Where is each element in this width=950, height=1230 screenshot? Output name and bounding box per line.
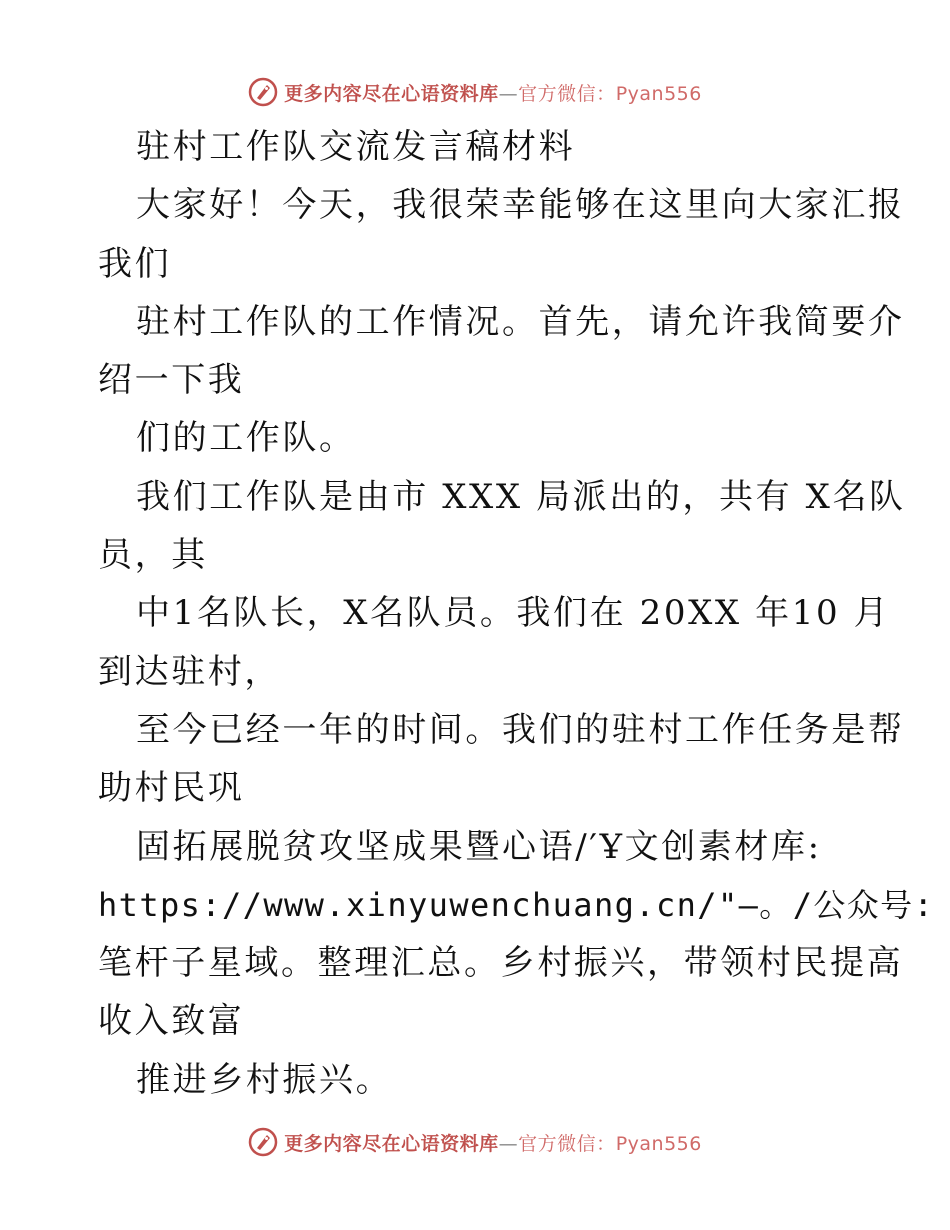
watermark-account: Pyan556 bbox=[615, 1132, 702, 1155]
document-body bbox=[98, 118, 935, 1109]
paragraph-line: 员，其 bbox=[98, 535, 208, 576]
watermark-text: 更多内容尽在心语资料库 bbox=[284, 82, 499, 105]
watermark-account-prefix: 官方微信： bbox=[518, 1132, 616, 1155]
paragraph-line: 绍一下我 bbox=[98, 360, 245, 401]
watermark-text: 更多内容尽在心语资料库 bbox=[284, 1132, 499, 1155]
paragraph-line: 驻村工作队的工作情况。首先，请允许我简要介 bbox=[136, 301, 905, 342]
paragraph-line: 我们工作队是由市 XXX 局派出的，共有 X名队 bbox=[136, 476, 906, 517]
header-watermark bbox=[0, 72, 950, 112]
paragraph-line: 推进乡村振兴。 bbox=[136, 1059, 393, 1100]
paragraph-line: 笔杆子星域。整理汇总。乡村振兴，带领村民提高 bbox=[98, 943, 904, 984]
watermark-dash: — bbox=[498, 82, 519, 105]
pen-nib-logo-icon bbox=[248, 77, 278, 107]
paragraph-line: 们的工作队。 bbox=[136, 418, 356, 459]
paragraph-line: 大家好！今天，我很荣幸能够在这里向大家汇报 bbox=[136, 185, 905, 226]
paragraph-line: 中1名队长，X名队员。我们在 20XX 年10 月 bbox=[136, 593, 891, 634]
paragraph-line: 到达驻村， bbox=[98, 651, 281, 692]
paragraph-line: 固拓展脱贫攻坚成果暨心语/′Ұ文创素材库: bbox=[136, 826, 822, 867]
paragraph-line: 助村民巩 bbox=[98, 768, 245, 809]
watermark-account: Pyan556 bbox=[615, 82, 702, 105]
footer-watermark bbox=[0, 1122, 950, 1162]
watermark-dash: — bbox=[498, 1132, 519, 1155]
document-title: 驻村工作队交流发言稿材料 bbox=[136, 127, 576, 167]
paragraph-line: 至今已经一年的时间。我们的驻村工作任务是帮 bbox=[136, 709, 905, 750]
paragraph-line-url: https://www.xinyuwenchuang.cn/"—。/公众号: bbox=[98, 885, 935, 924]
paragraph-line: 我们 bbox=[98, 243, 172, 284]
paragraph-line: 收入致富 bbox=[98, 1001, 245, 1042]
watermark-account-prefix: 官方微信： bbox=[518, 82, 616, 105]
pen-nib-logo-icon bbox=[248, 1127, 278, 1157]
